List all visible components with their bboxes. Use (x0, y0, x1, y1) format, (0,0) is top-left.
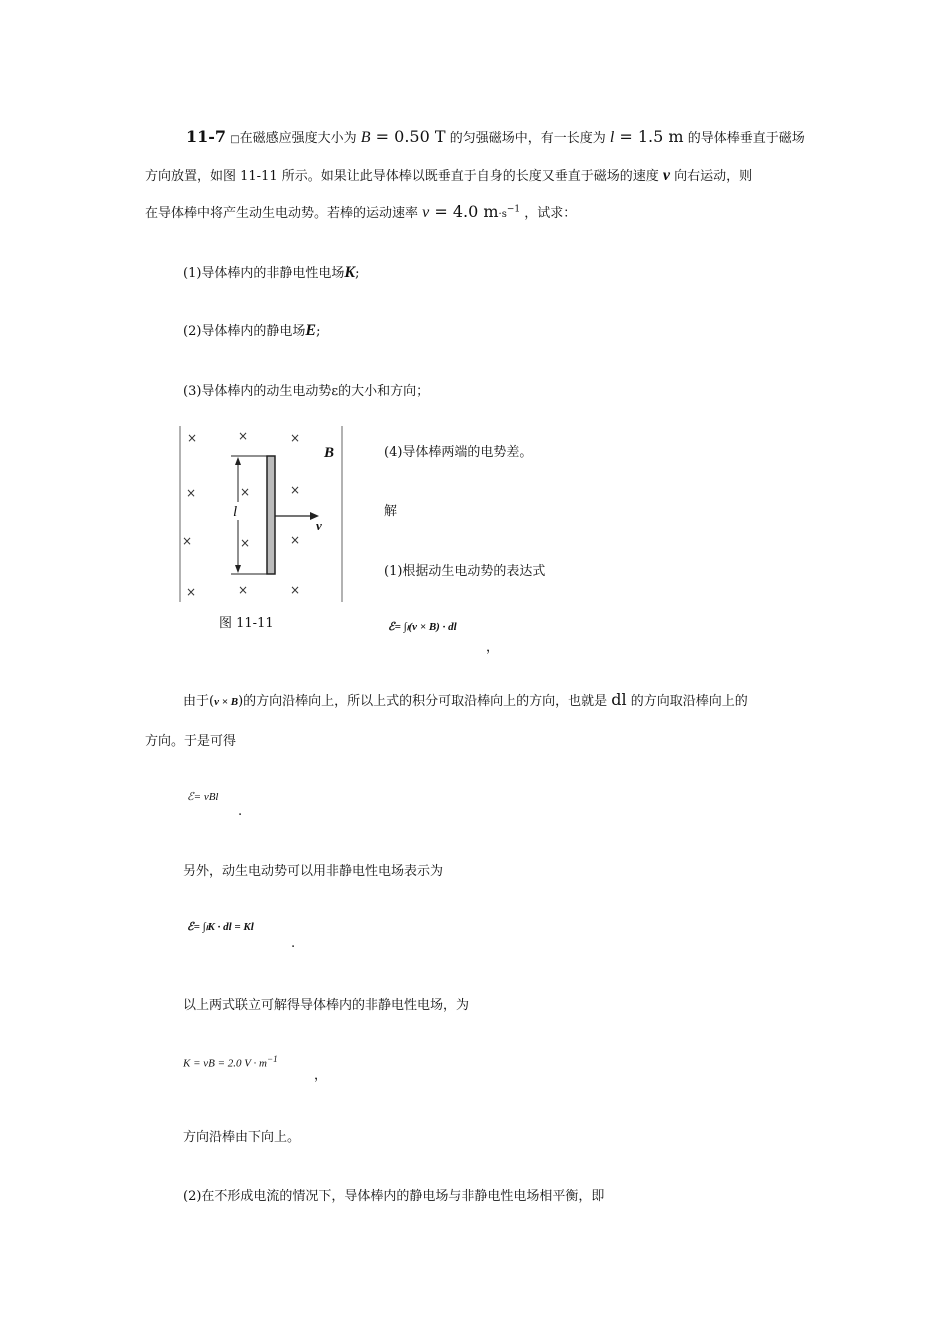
solution-step-2: (2)在不形成电流的情况下，导体棒内的静电场与非静电性电场相平衡，即 (183, 1189, 605, 1204)
problem-number: 11-7 (186, 127, 227, 146)
equation-4 (183, 1054, 278, 1070)
equation-1-punct: ， (486, 640, 500, 655)
problem-line-1 (186, 127, 805, 147)
equation-4-body: K = vB = 2.0 V · m (183, 1057, 267, 1070)
symbol-v: v (662, 167, 670, 184)
question-punct: ; (316, 324, 321, 339)
cross-mark: × (238, 429, 249, 443)
question-punct: ; (355, 266, 360, 281)
cross-mark: × (240, 485, 251, 499)
l-value: = 1.5 m (614, 127, 684, 146)
cross-mark: × (238, 583, 249, 597)
cross-mark: × (290, 483, 301, 497)
paragraph-text: 的方向取沿棒向上的 (630, 694, 748, 709)
paragraph-direction-K: 方向沿棒由下向上。 (183, 1130, 301, 1145)
problem-text: 的导体棒垂直于磁场 (687, 131, 805, 146)
equation-4-punct: ， (314, 1068, 328, 1083)
solution-title: 解 (384, 504, 398, 519)
question-4: (4)导体棒两端的电势差。 (384, 445, 533, 460)
question-3: (3)导体棒内的动生电动势ε的大小和方向； (183, 384, 430, 399)
paragraph-nonstatic: 另外，动生电动势可以用非静电性电场表示为 (183, 864, 444, 879)
box-glyph: □ (230, 134, 240, 145)
paragraph-solve: 以上两式联立可解得导体棒内的非静电性电场，为 (183, 998, 470, 1013)
problem-text: 的匀强磁场中，有一长度为 (449, 131, 606, 146)
symbol-K: K (344, 264, 356, 281)
question-text: (2)导体棒内的静电场 (183, 324, 306, 339)
symbol-v: v (422, 204, 430, 221)
symbol-B: B (360, 129, 371, 146)
equation-1: ℰ= ∫ₗ(v × B) · dl (388, 621, 457, 633)
cross-mark: × (240, 536, 251, 550)
equation-4-exponent: −1 (267, 1054, 278, 1064)
question-2 (183, 320, 320, 340)
cross-mark: × (290, 533, 301, 547)
symbol-E: E (305, 322, 317, 339)
conductor-rod (267, 456, 275, 574)
problem-text: 方向放置，如图 11-11 所示。如果让此导体棒以既垂直于自身的长度又垂直于磁场的速度 (145, 169, 659, 184)
problem-text: ，试求： (524, 206, 577, 221)
problem-text: 在磁感应强度大小为 (239, 131, 357, 146)
dimension-arrowhead-down (235, 565, 241, 573)
v-value: = 4.0 m (429, 202, 499, 221)
label-l: l (233, 504, 238, 520)
question-text: (1)导体棒内的非静电性电场 (183, 266, 345, 281)
label-v: v (316, 518, 322, 533)
paragraph-text: )的方向沿棒向上，所以上式的积分可取沿棒向上的方向，也就是 (238, 694, 608, 709)
equation-3: ℰ= ∫ₗK · dl = Kl (187, 921, 254, 933)
label-B: B (324, 445, 335, 461)
problem-line-2 (145, 165, 752, 185)
equation-2-punct: . (238, 804, 243, 819)
paragraph-direction (183, 690, 748, 709)
problem-text: 在导体棒中将产生动生电动势。若棒的运动速率 (145, 206, 419, 221)
equation-2: ℰ= vBl (187, 791, 219, 803)
dimension-arrowhead-up (235, 457, 241, 465)
figure-caption: 图 11-11 (219, 616, 274, 631)
figure-11-11 (176, 424, 348, 606)
paragraph-direction-cont: 方向。于是可得 (145, 734, 237, 749)
cross-mark: × (186, 585, 197, 599)
v-exponent: −1 (506, 204, 521, 215)
cross-mark: × (290, 431, 301, 445)
problem-text: 向右运动，则 (674, 169, 753, 184)
cross-mark: × (187, 431, 198, 445)
equation-3-punct: . (291, 936, 296, 951)
cross-mark: × (186, 486, 197, 500)
B-value: = 0.50 T (370, 127, 446, 146)
paragraph-text: 由于( (183, 694, 215, 709)
cross-mark: × (290, 583, 301, 597)
symbol-l: l (609, 129, 615, 146)
solution-step-1: (1)根据动生电动势的表达式 (384, 564, 546, 579)
question-1 (183, 262, 359, 282)
symbol-dl: dl (611, 690, 627, 709)
problem-line-3 (145, 202, 576, 222)
cross-mark: × (182, 534, 193, 548)
v-cross-B: v × B (214, 696, 239, 708)
v-unit: ·s (498, 209, 507, 220)
